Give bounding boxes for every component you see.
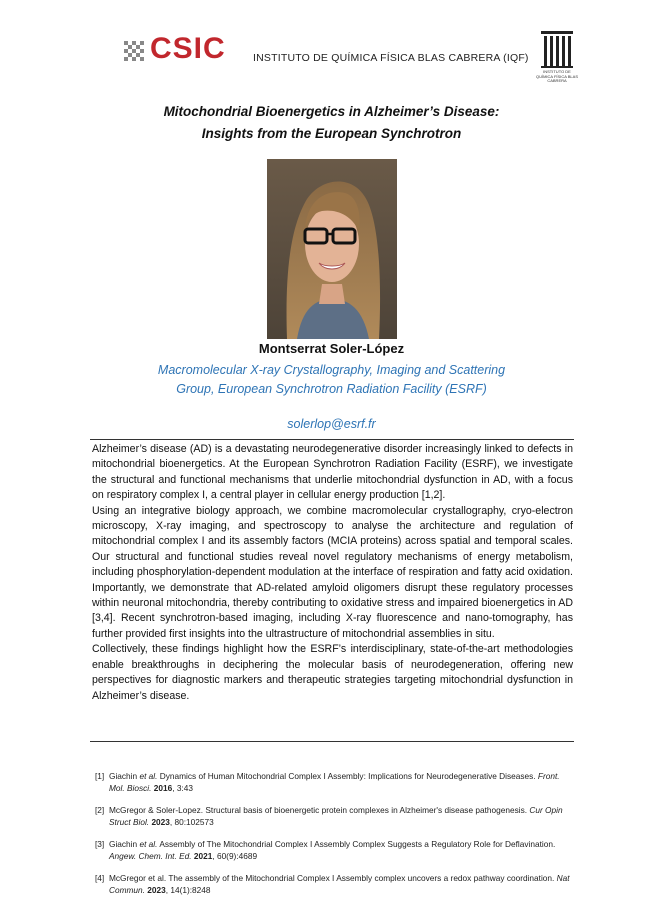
reference-item: [3] Giachin et al. Assembly of The Mitochondrial Complex I Assembly Complex Suggests a Regulatory Role for Deflavination. Angew. Chem. Int. Ed. 2021, 60(9):4689 [95,839,556,861]
csic-seal-icon [122,39,146,63]
reference-item: [1] Giachin et al. Dynamics of Human Mitochondrial Complex I Assembly: Implications for Neurodegenerative Diseases. Front. Mol. Biosci. 2016, 3:43 [95,771,560,793]
csic-logo-text: CSIC [150,32,226,65]
title-line-1: Mitochondrial Bioenergetics in Alzheimer’s Disease: [163,104,500,119]
abstract-top-divider [90,439,574,440]
abstract-paragraph-3: Collectively, these findings highlight how the ESRF’s interdisciplinary, state-of-the-art methodologies enable breakthroughs in deciphering the molecular basis of neurodegeneration, offering new perspectives for diagnostic markers and therapeutic strategies targeting mitochondrial dysfunction in Alzheimer’s disease. [92,643,573,702]
references-list [95,770,575,906]
speaker-affiliation [0,361,663,399]
iqf-logo-caption: INSTITUTO DE QUÍMICA FÍSICA BLAS CABRERA [535,69,578,83]
affiliation-line-1: Macromolecular X-ray Crystallography, Imaging and Scattering [157,363,506,377]
iqf-logo-icon [540,30,574,70]
title-line-2: Insights from the European Synchrotron [201,126,462,141]
speaker-email[interactable]: solerlop@esrf.fr [287,417,376,431]
talk-title [0,101,663,145]
abstract-paragraph-2: Using an integrative biology approach, we combine macromolecular crystallography, cryo-electron microscopy, X-ray imaging, and spectroscopy to analyse the architecture and regulation of mitochondrial complex I and its assembly factors (MCIA proteins) across spatial and temporal scales. Our structural and functional studies reveal novel regulatory mechanisms of energy metabolism, including phosphorylation-dependent modulation at the interface of respiration and fatty acid oxidation. Importantly, we demonstrate that AD-related amyloid oligomers disrupt these regulatory processes within neuronal mitochondria, thereby contributing to oxidative stress and impaired bioenergetics in AD [3,4]. Recent synchrotron-based imaging, including X-ray fluorescence and nano-tomography, has further provided first insights into the ultrastructure of mitochondrial assemblies in situ. [92,504,573,640]
abstract-body [92,442,573,704]
affiliation-line-2: Group, European Synchrotron Radiation Facility (ESRF) [176,382,487,396]
abstract-paragraph-1: Alzheimer’s disease (AD) is a devastating neurodegenerative disorder increasingly linked to defects in mitochondrial bioenergetics. At the European Synchrotron Radiation Facility (ESRF), we investigate the structural and functional mechanisms that underlie mitochondrial dysfunction in AD, with a focus on respiratory complex I, a central player in cellular energy production [1,2]. [92,443,573,502]
reference-item: [2] McGregor & Soler-Lopez. Structural basis of bioenergetic protein complexes in Alzheimer's disease pathogenesis. Cur Opin Struct Biol. 2023, 80:102573 [95,805,563,827]
institute-name: INSTITUTO DE QUÍMICA FÍSICA BLAS CABRERA (IQF) [253,52,529,64]
reference-item: [4] McGregor et al. The assembly of the Mitochondrial Complex I Assembly complex uncovers a redox pathway coordination. Nat Commun. 2023, 14(1):8248 [95,873,570,895]
speaker-name: Montserrat Soler-López [258,341,405,356]
speaker-photo [267,159,397,339]
speaker-portrait-image [267,159,397,339]
abstract-bottom-divider [90,741,574,742]
page-header [0,0,663,83]
